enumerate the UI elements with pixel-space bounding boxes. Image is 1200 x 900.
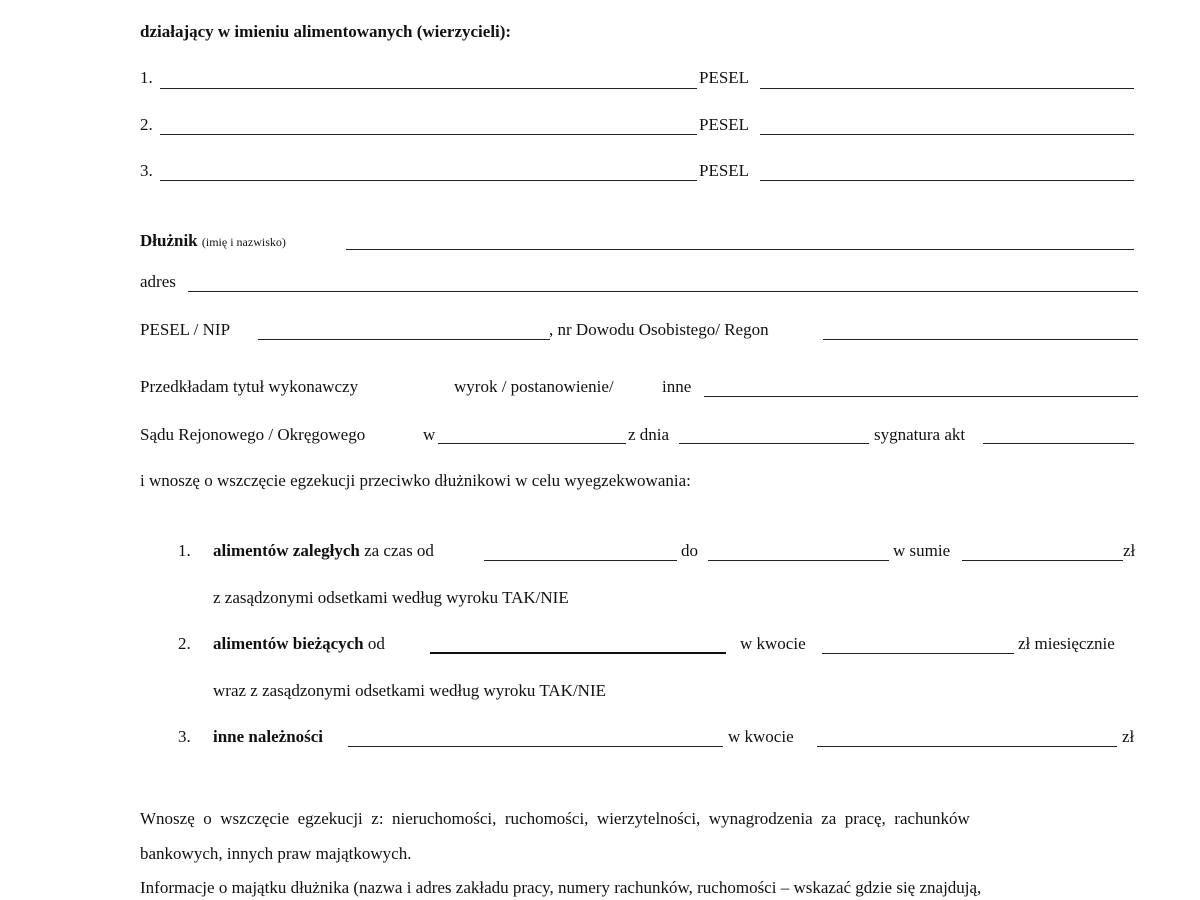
arrears-sum-field[interactable] (962, 560, 1123, 561)
item-2-number: 2. (178, 634, 191, 653)
request-intro: i wnoszę o wszczęcie egzekucji przeciwko dłużnikowi w celu wyegzekwowania: (140, 471, 691, 490)
debtor-pesel-nip-label: PESEL / NIP (140, 320, 231, 339)
creditor-2-pesel-field[interactable] (760, 134, 1134, 135)
item-3-number: 3. (178, 727, 191, 746)
creditor-3-number: 3. (140, 161, 153, 180)
current-interest-note: wraz z zasądzonymi odsetkami według wyroku TAK/NIE (213, 681, 606, 700)
creditor-1-pesel-label: PESEL (699, 68, 750, 87)
creditor-1-number: 1. (140, 68, 153, 87)
current-from-label: od (367, 634, 385, 653)
creditor-2-pesel-label: PESEL (699, 115, 750, 134)
current-amount-label: w kwocie (740, 634, 806, 653)
current-amount-field[interactable] (822, 653, 1014, 654)
debtor-address-label: adres (140, 272, 176, 291)
enforcement-scope-line-1: Wnoszę o wszczęcie egzekucji z: nieruchomości, ruchomości, wierzytelności, wynagrodzenia za pracę, rachunków (140, 809, 970, 828)
arrears-to-label: do (681, 541, 698, 560)
debtor-assets-info-line: Informacje o majątku dłużnika (nazwa i adres zakładu pracy, numery rachunków, ruchomości – wskazać gdzie się znajdują, (140, 878, 982, 897)
arrears-currency: zł (1123, 541, 1136, 560)
current-from-field[interactable] (430, 652, 726, 654)
creditor-3-pesel-label: PESEL (699, 161, 750, 180)
other-dues-label: inne należności (213, 727, 324, 746)
debtor-name-field[interactable] (346, 249, 1134, 250)
debtor-address-field[interactable] (188, 291, 1138, 292)
debtor-pesel-nip-field[interactable] (258, 339, 550, 340)
creditor-3-name-field[interactable] (160, 180, 697, 181)
arrears-period-from-label: za czas od (364, 541, 434, 560)
arrears-label: alimentów zaległych (213, 541, 360, 560)
court-in-label: w (423, 425, 436, 444)
arrears-from-field[interactable] (484, 560, 677, 561)
creditor-3-pesel-field[interactable] (760, 180, 1134, 181)
arrears-sum-label: w sumie (893, 541, 951, 560)
item-1-label-group (213, 542, 434, 559)
case-number-field[interactable] (983, 443, 1134, 444)
court-date-field[interactable] (679, 443, 869, 444)
item-2-label-group (213, 635, 385, 652)
enforcement-scope-line-2: bankowych, innych praw majątkowych. (140, 844, 412, 863)
other-amount-label: w kwocie (728, 727, 794, 746)
debtor-id-label: , nr Dowodu Osobistego/ Regon (549, 320, 769, 339)
arrears-to-field[interactable] (708, 560, 889, 561)
creditors-heading: działający w imieniu alimentowanych (wierzycieli): (140, 22, 512, 41)
court-date-label: z dnia (628, 425, 670, 444)
creditor-1-pesel-field[interactable] (760, 88, 1134, 89)
debtor-label-hint: (imię i nazwisko) (201, 235, 286, 249)
enforcement-title-options: wyrok / postanowienie/ (454, 377, 614, 396)
court-location-field[interactable] (438, 443, 626, 444)
enforcement-title-other: inne (662, 377, 692, 396)
other-currency: zł (1122, 727, 1135, 746)
arrears-interest-note: z zasądzonymi odsetkami według wyroku TAK/NIE (213, 588, 569, 607)
current-label: alimentów bieżących (213, 634, 364, 653)
case-number-label: sygnatura akt (874, 425, 966, 444)
debtor-id-field[interactable] (823, 339, 1138, 340)
enforcement-title-other-field[interactable] (704, 396, 1138, 397)
debtor-label: Dłużnik (140, 231, 198, 250)
current-currency-monthly: zł miesięcznie (1018, 634, 1115, 653)
other-amount-field[interactable] (817, 746, 1117, 747)
item-1-number: 1. (178, 541, 191, 560)
other-dues-field[interactable] (348, 746, 723, 747)
creditor-2-name-field[interactable] (160, 134, 697, 135)
court-label: Sądu Rejonowego / Okręgowego (140, 425, 366, 444)
creditor-1-name-field[interactable] (160, 88, 697, 89)
enforcement-title-lead: Przedkładam tytuł wykonawczy (140, 377, 359, 396)
creditor-2-number: 2. (140, 115, 153, 134)
debtor-label-group (140, 232, 286, 249)
